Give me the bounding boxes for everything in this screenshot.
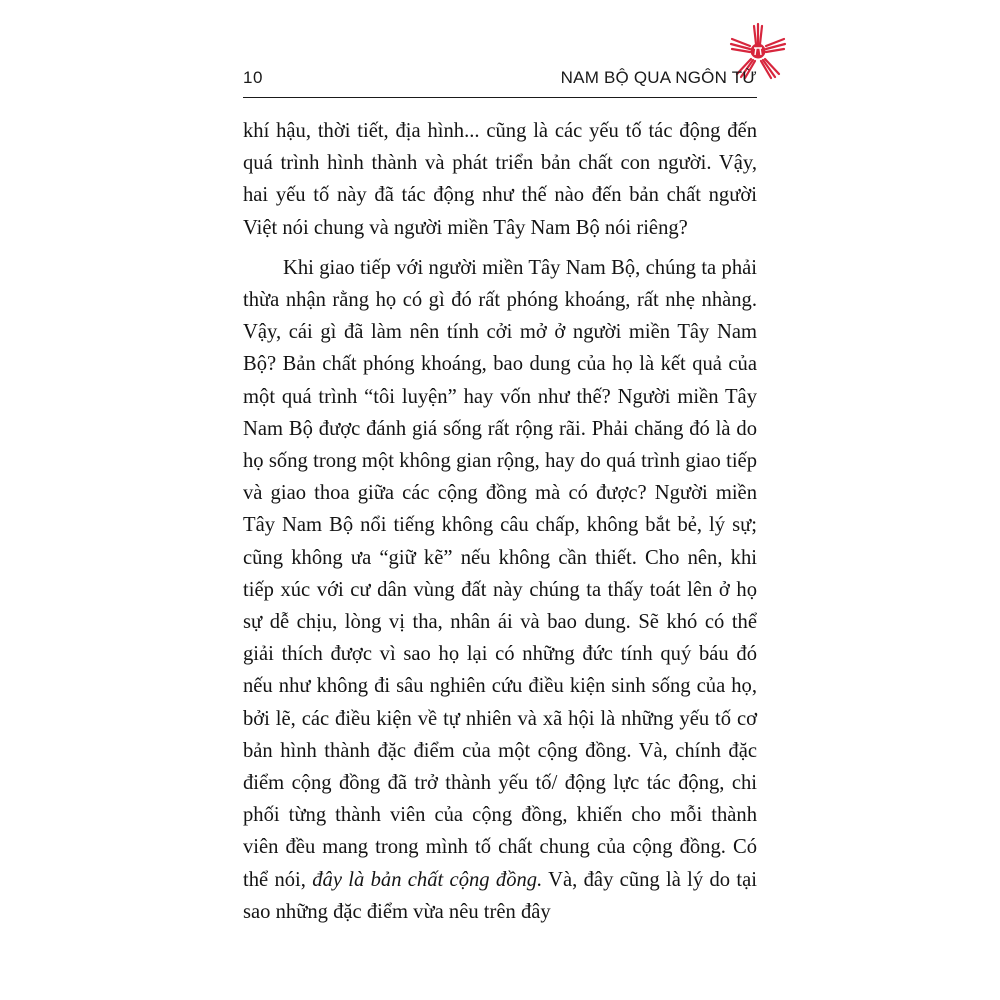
running-title: NAM BỘ QUA NGÔN TỪ <box>560 68 757 87</box>
page-number: 10 <box>243 68 263 87</box>
body-text <box>243 115 757 928</box>
paragraph-1: khí hậu, thời tiết, địa hình... cũng là các yếu tố tác động đến quá trình hình thành và phát triển bản chất con người. Vậy, hai yếu tố này đã tác động như thế nào đến bản chất người Việt nói chung và người miền Tây Nam Bộ nói riêng? <box>243 120 757 239</box>
paragraph-2 <box>243 252 757 928</box>
paragraph-2-text: Khi giao tiếp với người miền Tây Nam Bộ, chúng ta phải thừa nhận rằng họ có gì đó rất phóng khoáng, rất nhẹ nhàng. Vậy, cái gì đã làm nên tính cởi mở ở người miền Tây Nam Bộ? Bản chất phóng khoáng, bao dung của họ là kết quả của một quá trình “tôi luyện” hay vốn như thế? Người miền Tây Nam Bộ được đánh giá sống rất rộng rãi. Phải chăng đó là do họ sống trong một không gian rộng, hay do quá trình giao tiếp và giao thoa giữa các cộng đồng mà có được? Người miền Tây Nam Bộ nổi tiếng không câu chấp, không bắt bẻ, lý sự; cũng không ưa “giữ kẽ” nếu không cần thiết. Cho nên, khi tiếp xúc với cư dân vùng đất này chúng ta thấy toát lên ở họ sự dễ chịu, lòng vị tha, nhân ái và bao dung. Sẽ khó có thể giải thích được vì sao họ lại có những đức tính quý báu đó nếu như không đi sâu nghiên cứu điều kiện sinh sống của họ, bởi lẽ, các điều kiện về tự nhiên và xã hội là những yếu tố cơ bản hình thành đặc điểm của một cộng đồng. Và, chính đặc điểm cộng đồng đã trở thành yếu tố/ động lực tác động, chi phối từng thành viên của cộng đồng, khiến cho mỗi thành viên đều mang trong mình tố chất chung của cộng đồng. Có thể nói, <box>243 256 757 891</box>
page-header <box>243 66 757 90</box>
paragraph-2-emphasis: đây là bản chất cộng đồng. <box>312 868 543 891</box>
header-divider <box>243 97 757 98</box>
paragraph-2-tail: Và, đây cũng là lý do tại sao những đặc điểm vừa nêu trên đây <box>243 868 757 923</box>
